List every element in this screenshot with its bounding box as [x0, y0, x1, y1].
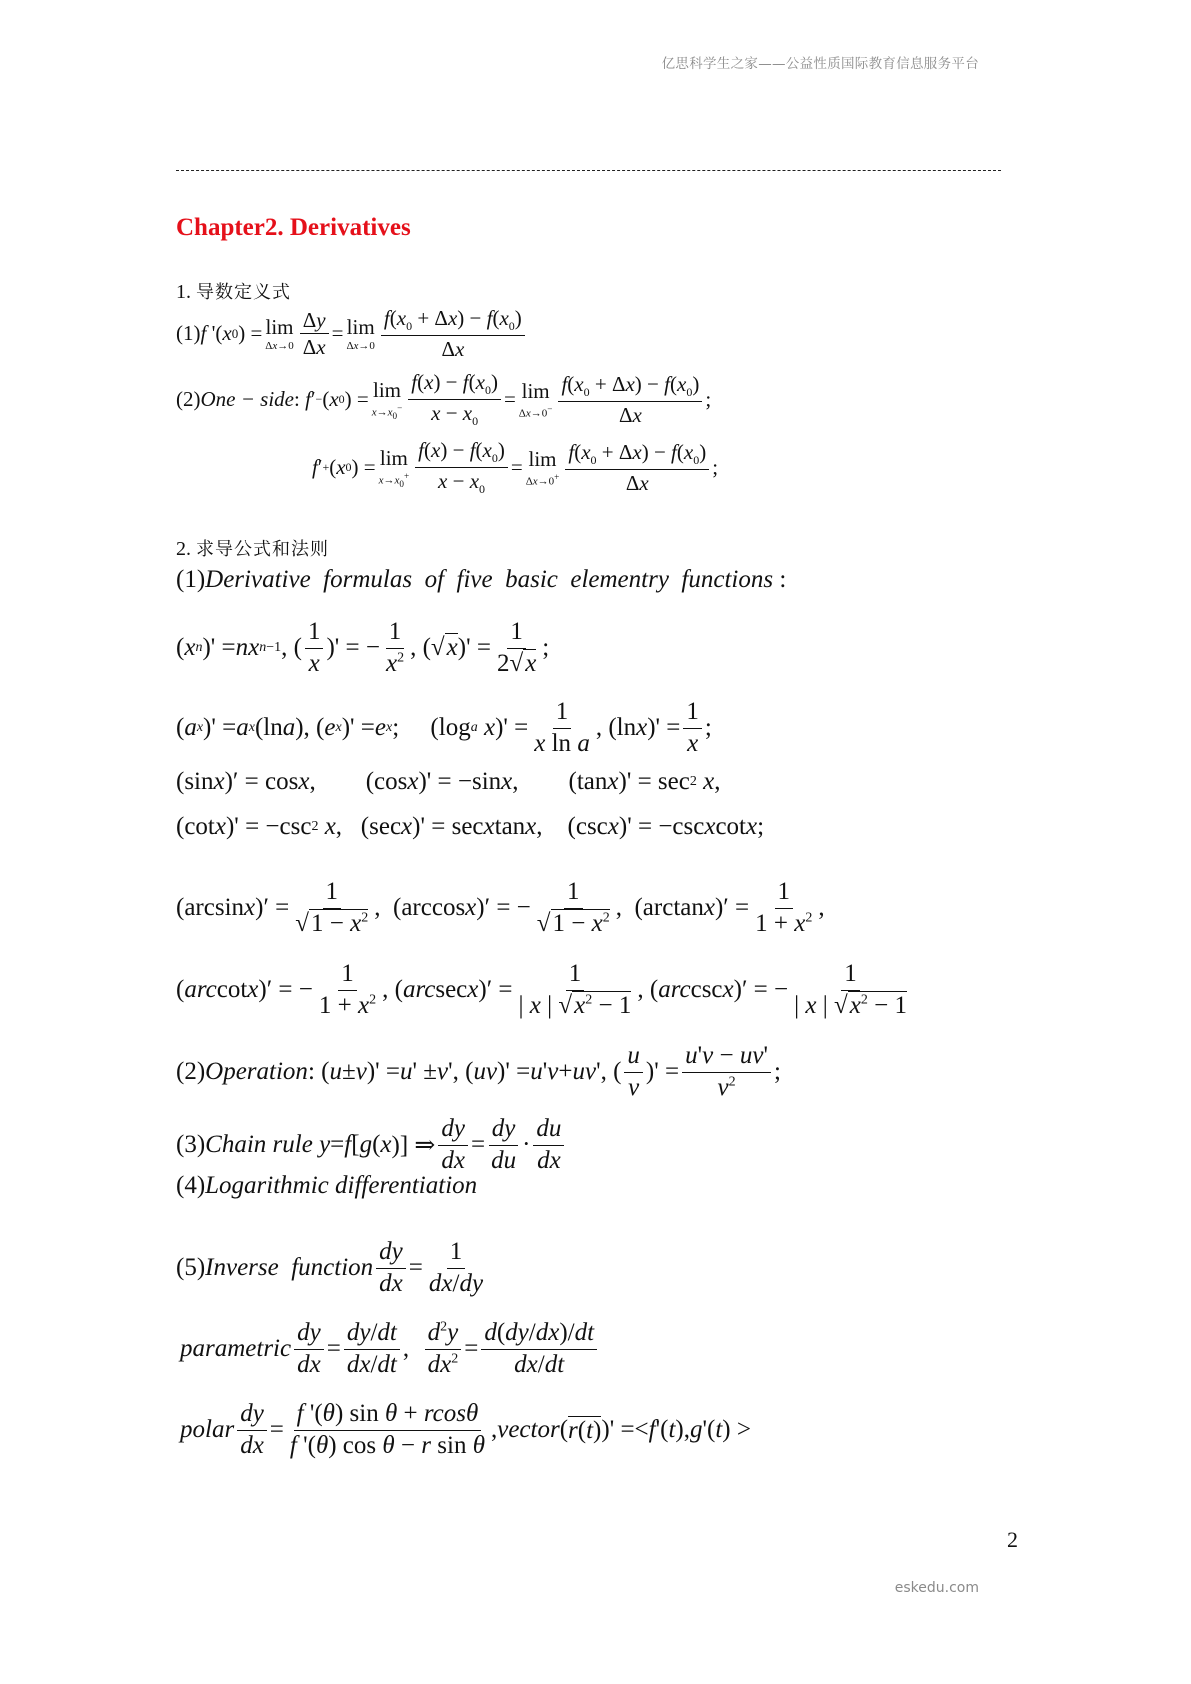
- formula-polar-vector: polar $\frac{dy}{dx}$ = $\frac{\text{f '(θ) sin θ + rcosθ}}{\text{f '(θ) cos θ − r sin θ}}$ , vector ( r(t) )' =< f '( t ), g '( t ) >: [180, 1400, 751, 1459]
- formula-power-rules: ( x n )' = nx n−1 , ( $\frac{1}{x}$ )' = − $\frac{1}{x^2}$ , (√x)' = $\frac{1}{2√x}$ ;: [176, 618, 550, 677]
- formula-operation: (2) Operation : ( u ± v )' = u ' ± v ', ( uv )' = u ' v + uv ', ( $\frac{u}{v}$ )' = $\frac{u'v - uv'}{v^2}$ ;: [176, 1042, 781, 1101]
- formula-trig-2: (cot x )' = −csc 2 x , (sec x )' = sec x tan x , (csc x )' = −csc x cot x ;: [176, 813, 765, 840]
- section-2-number: 2.: [176, 538, 191, 560]
- section-2-heading: [176, 535, 329, 561]
- section-1-title: 导数定义式: [196, 282, 291, 303]
- section-1-number: 1.: [176, 281, 191, 303]
- formula-chain-rule: (3) Chain rule y = f [ g ( x )] ⇒ $\frac{dy}{dx}$ = $\frac{dy}{du}$ · $\frac{du}{dx}$: [176, 1115, 567, 1176]
- formula-inverse-function: (5) Inverse function $\frac{dy}{dx}$ = $\frac{1}{dx/dy}$: [176, 1238, 484, 1297]
- site-header-text: 亿思科学生之家——公益性质国际教育信息服务平台: [661, 56, 979, 72]
- chapter-title: Chapter2. Derivatives: [176, 214, 411, 241]
- formula-inverse-trig-1: (arcsin x )′ = $\frac{1}{√1 - x^2}$ , (arccos x )′ = − $\frac{1}{√1 - x^2}$ , (arctan x )′ = $\frac{1}{1 + x^2}$ ,: [176, 878, 825, 937]
- formula-trig-1: (sin x )′ = cos x , (cos x )' = −sin x , (tan x )' = sec 2 x ,: [176, 768, 721, 795]
- formula-one-side-right: f ′ + ( x 0 ) = lim $x\to x_0^+$ $\frac{f(x) - f(x_0)}{x - x_0}$ = lim Δx→0+ $\frac{f(x_0 + \Delta x) - f(x_0)}{\Delta x}$ ;: [312, 438, 719, 497]
- page-number: 2: [1007, 1527, 1018, 1552]
- section-2-title: 求导公式和法则: [196, 539, 329, 560]
- footer-site-text: eskedu.com: [894, 1580, 979, 1596]
- formula-definition: (1) f '( x 0 ) = lim Δx→0 $\frac{\Delta y}{\Delta x}$ = lim Δx→0 $\frac{f(x_0 + \Delta x) - f(x_0)}{\Delta x}$: [176, 306, 528, 361]
- basic-formulas-subtitle: (1) Derivative formulas of five basic elementry functions :: [176, 566, 787, 593]
- formula-exp-log: ( a x )' = a x (ln a ), ( e x )' = e x ; (log a x )' = $\frac{1}{\text{x ln a}}$ , (ln x )' = $\frac{1}{x}$ ;: [176, 698, 712, 757]
- section-1-heading: [176, 278, 291, 304]
- dashed-divider: [176, 170, 1001, 171]
- formula-inverse-trig-2: ( arc cot x )′ = − $\frac{1}{1 + x^2}$ , ( arc sec x )′ = $\frac{1}{| x | √x^2 - 1}$ , ( arc csc x )′ = − $\frac{1}{| x | √x^2 - 1}$: [176, 960, 907, 1019]
- formula-one-side-left: (2) One − side : f ′ − ( x 0 ) = lim $x\to x_0^-$ $\frac{f(x) - f(x_0)}{x - x_0}$ = lim Δx→0− $\frac{f(x_0 + \Delta x) - f(x_0)}{\Delta x}$ ;: [176, 370, 712, 429]
- formula-parametric: parametric $\frac{dy}{dx}$ = $\frac{dy/dt}{dx/dt}$ , $\frac{d^2y}{dx^2}$ = $\frac{d(dy/dx)/dt}{dx/dt}$: [180, 1319, 600, 1380]
- formula-logarithmic: (4) Logarithmic differentiation: [176, 1172, 478, 1199]
